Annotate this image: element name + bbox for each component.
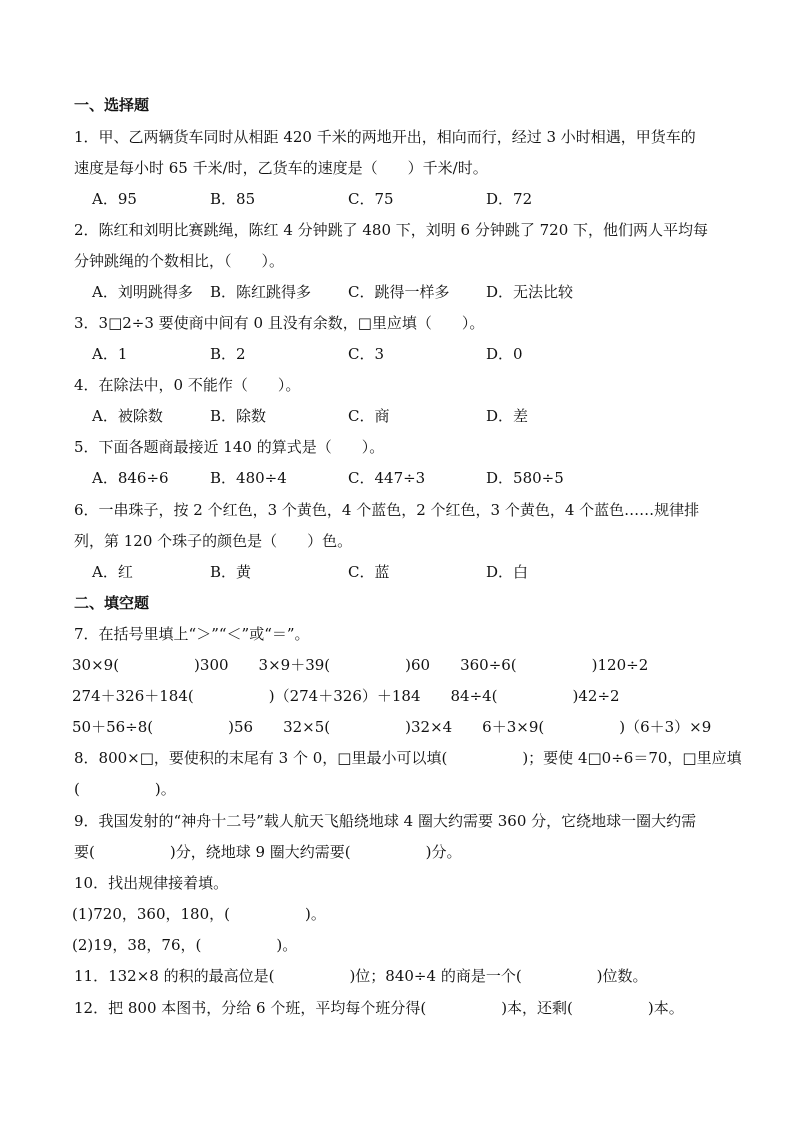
- option-c[interactable]: C．447÷3: [348, 469, 426, 487]
- question-9-line-1: 9．我国发射的“神舟十二号”载人航天飞船绕地球 4 圈大约需要 360 分，它绕地球一圈大约需: [74, 812, 697, 830]
- option-d[interactable]: D．0: [486, 345, 523, 363]
- option-a[interactable]: A．被除数: [92, 407, 163, 425]
- option-c[interactable]: C．商: [348, 407, 390, 425]
- question-10-part-2: (2)19，38，76，( )。: [72, 936, 298, 954]
- question-8-line-1: 8．800×□，要使积的末尾有 3 个 0，□里最小可以填( )；要使 4□0÷6＝70，□里应填: [74, 749, 742, 767]
- question-6-line-2: 列，第 120 个珠子的颜色是（ ）色。: [74, 532, 353, 550]
- question-9-line-2: 要( )分，绕地球 9 圈大约需要( )分。: [74, 843, 462, 861]
- question-6-options: [92, 562, 712, 582]
- question-8-line-2: ( )。: [74, 780, 176, 798]
- question-7-row-3: 50＋56÷8( )56 32×5( )32×4 6＋3×9( )（6＋3）×9: [72, 718, 712, 736]
- option-b[interactable]: B．2: [210, 345, 246, 363]
- question-1-line-2: 速度是每小时 65 千米/时，乙货车的速度是（ ）千米/时。: [74, 159, 488, 177]
- question-3-options: [92, 344, 712, 364]
- question-7-row-2: 274＋326＋184( )（274＋326）＋184 84÷4( )42÷2: [72, 687, 620, 705]
- option-c[interactable]: C．75: [348, 190, 394, 208]
- question-5-line-1: 5．下面各题商最接近 140 的算式是（ ）。: [74, 438, 385, 456]
- question-11: 11．132×8 的积的最高位是( )位；840÷4 的商是一个( )位数。: [74, 967, 648, 985]
- section-heading-choice: 一、选择题: [74, 96, 150, 114]
- option-d[interactable]: D．无法比较: [486, 283, 574, 301]
- question-12: 12．把 800 本图书，分给 6 个班，平均每个班分得( )本，还剩( )本。: [74, 999, 684, 1017]
- option-a[interactable]: A．刘明跳得多: [92, 283, 193, 301]
- option-a[interactable]: A．1: [92, 345, 128, 363]
- question-1-line-1: 1．甲、乙两辆货车同时从相距 420 千米的两地开出，相向而行，经过 3 小时相遇，甲货车的: [74, 128, 696, 146]
- question-2-line-2: 分钟跳绳的个数相比，（ ）。: [74, 252, 285, 270]
- option-c[interactable]: C．蓝: [348, 563, 390, 581]
- question-4-line-1: 4．在除法中，0 不能作（ ）。: [74, 376, 301, 394]
- option-a[interactable]: A．95: [92, 190, 137, 208]
- question-6-line-1: 6．一串珠子，按 2 个红色，3 个黄色，4 个蓝色，2 个红色，3 个黄色，4 个蓝色……规律排: [74, 501, 700, 519]
- option-c[interactable]: C．跳得一样多: [348, 283, 450, 301]
- option-b[interactable]: B．85: [210, 190, 256, 208]
- option-a[interactable]: A．红: [92, 563, 133, 581]
- question-5-options: [92, 468, 712, 488]
- question-7-row-1: 30×9( )300 3×9＋39( )60 360÷6( )120÷2: [72, 656, 649, 674]
- option-a[interactable]: A．846÷6: [92, 469, 169, 487]
- option-d[interactable]: D．72: [486, 190, 533, 208]
- question-1-options: [92, 189, 712, 209]
- option-d[interactable]: D．差: [486, 407, 529, 425]
- option-d[interactable]: D．580÷5: [486, 469, 564, 487]
- question-7-prompt: 7．在括号里填上“＞”“＜”或“＝”。: [74, 625, 310, 643]
- question-4-options: [92, 406, 712, 426]
- option-b[interactable]: B．除数: [210, 407, 267, 425]
- question-2-options: [92, 282, 712, 302]
- question-10-part-1: (1)720，360，180，( )。: [72, 905, 326, 923]
- section-heading-fill-in: 二、填空题: [74, 594, 150, 612]
- question-3-line-1: 3．3□2÷3 要使商中间有 0 且没有余数，□里应填（ ）。: [74, 314, 485, 332]
- option-b[interactable]: B．陈红跳得多: [210, 283, 312, 301]
- option-c[interactable]: C．3: [348, 345, 385, 363]
- option-b[interactable]: B．黄: [210, 563, 252, 581]
- option-d[interactable]: D．白: [486, 563, 529, 581]
- option-b[interactable]: B．480÷4: [210, 469, 287, 487]
- question-2-line-1: 2．陈红和刘明比赛跳绳，陈红 4 分钟跳了 480 下，刘明 6 分钟跳了 720 下，他们两人平均每: [74, 221, 709, 239]
- question-10-prompt: 10．找出规律接着填。: [74, 874, 229, 892]
